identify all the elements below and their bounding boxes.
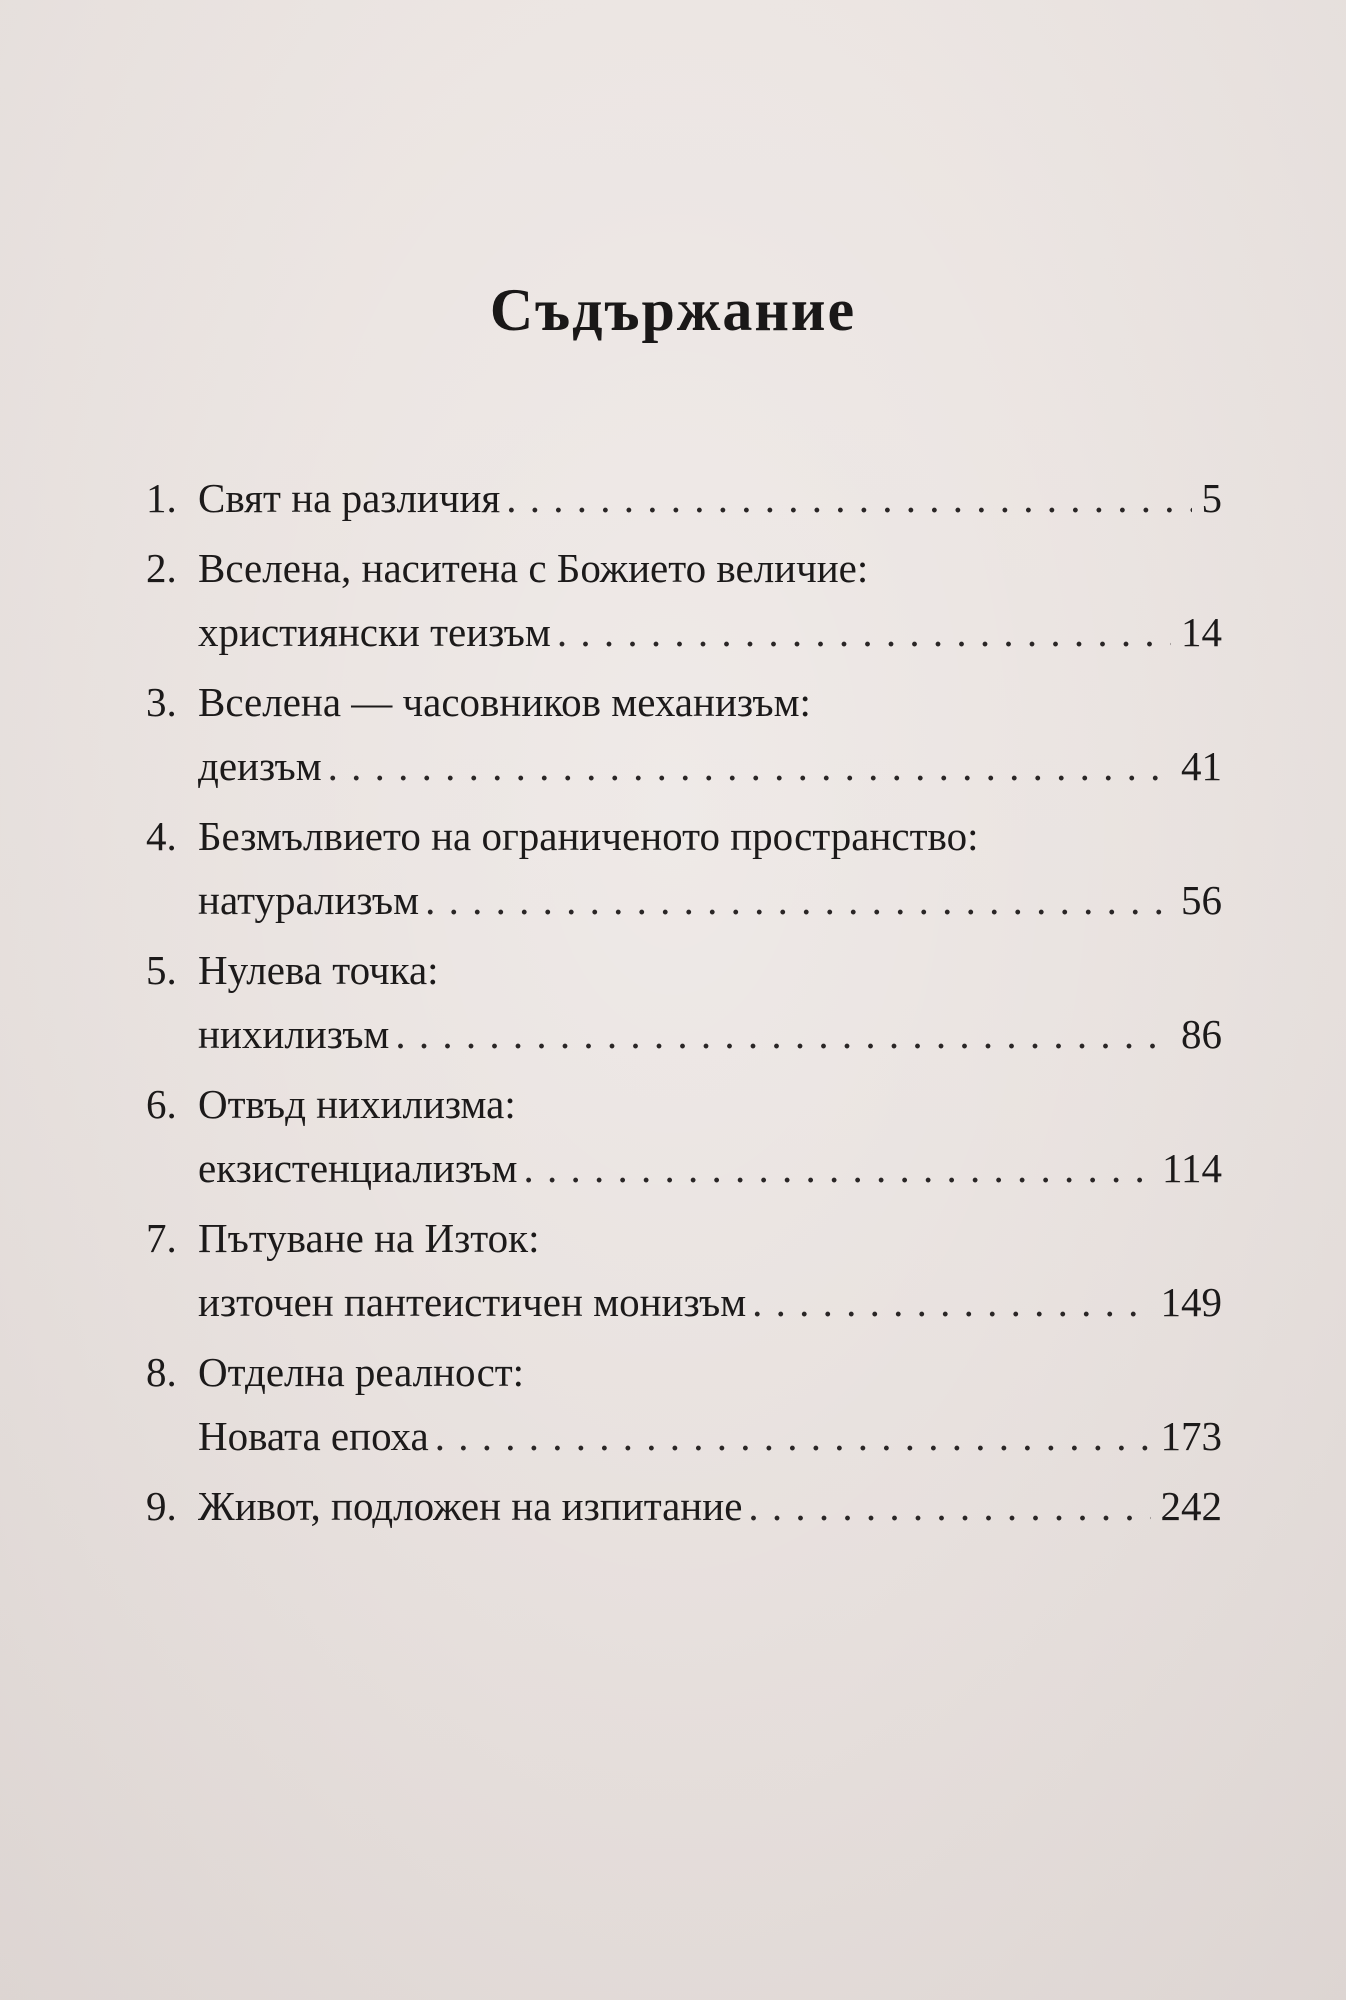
dot-leader — [425, 868, 1171, 932]
entry-title: Свят на различия — [198, 475, 501, 521]
entry-number: 2. — [146, 545, 177, 591]
entry-subtitle: източен пантеистичен монизъм — [198, 1279, 747, 1325]
toc-entry-4 — [146, 804, 1222, 932]
entry-title: Нулева точка: — [198, 947, 439, 993]
toc-entry-7 — [146, 1206, 1222, 1334]
entry-number: 6. — [146, 1081, 177, 1127]
entry-title: Пътуване на Изток: — [198, 1215, 540, 1261]
toc-entry-line — [146, 1206, 1222, 1270]
entry-number: 8. — [146, 1349, 177, 1395]
toc-entry-3 — [146, 670, 1222, 798]
toc-entry-line — [146, 1072, 1222, 1136]
entry-subtitle: християнски теизъм — [198, 609, 551, 655]
dot-leader — [435, 1404, 1151, 1468]
toc-entry-5 — [146, 938, 1222, 1066]
page-title: Съдържание — [489, 277, 857, 343]
entry-title: Отделна реалност: — [198, 1349, 525, 1395]
toc-entry-8 — [146, 1340, 1222, 1468]
table-of-contents — [146, 466, 1222, 1544]
entry-page-number: 86 — [1181, 1011, 1222, 1057]
toc-entry-line — [146, 868, 1222, 932]
toc-entry-line — [146, 600, 1222, 664]
entry-page-number: 41 — [1181, 743, 1222, 789]
dot-leader — [506, 466, 1191, 530]
entry-number: 4. — [146, 813, 177, 859]
toc-entry-9 — [146, 1474, 1222, 1538]
dot-leader — [523, 1136, 1152, 1200]
entry-page-number: 173 — [1160, 1413, 1222, 1459]
toc-entry-line — [146, 1002, 1222, 1066]
toc-entry-line — [146, 1270, 1222, 1334]
entry-subtitle: натурализъм — [198, 877, 420, 923]
dot-leader — [748, 1474, 1150, 1538]
toc-entry-1 — [146, 466, 1222, 530]
entry-number: 5. — [146, 947, 177, 993]
entry-title: Отвъд нихилизма: — [198, 1081, 516, 1127]
dot-leader — [395, 1002, 1171, 1066]
entry-number: 7. — [146, 1215, 177, 1261]
toc-entry-line — [146, 466, 1222, 530]
toc-entry-line — [146, 670, 1222, 734]
toc-entry-2 — [146, 536, 1222, 664]
toc-entry-line — [146, 536, 1222, 600]
entry-title: Живот, подложен на изпитание — [198, 1483, 743, 1529]
entry-page-number: 242 — [1160, 1483, 1222, 1529]
entry-title: Вселена, наситена с Божието величие: — [198, 545, 869, 591]
toc-entry-line — [146, 804, 1222, 868]
toc-entry-line — [146, 1136, 1222, 1200]
entry-page-number: 14 — [1181, 609, 1222, 655]
entry-title: Безмълвието на ограниченото пространство: — [198, 813, 979, 859]
entry-page-number: 149 — [1160, 1279, 1222, 1325]
entry-page-number: 56 — [1181, 877, 1222, 923]
entry-number: 1. — [146, 475, 177, 521]
dot-leader — [557, 600, 1171, 664]
dot-leader — [328, 734, 1171, 798]
entry-number: 9. — [146, 1483, 177, 1529]
toc-entry-6 — [146, 1072, 1222, 1200]
dot-leader — [752, 1270, 1150, 1334]
entry-page-number: 114 — [1162, 1145, 1222, 1191]
entry-number: 3. — [146, 679, 177, 725]
toc-entry-line — [146, 734, 1222, 798]
toc-entry-line — [146, 1404, 1222, 1468]
toc-entry-line — [146, 1474, 1222, 1538]
entry-page-number: 5 — [1201, 475, 1222, 521]
entry-subtitle: Новата епоха — [198, 1413, 429, 1459]
toc-entry-line — [146, 1340, 1222, 1404]
entry-subtitle: нихилизъм — [198, 1011, 390, 1057]
entry-subtitle: екзистенциализъм — [198, 1145, 518, 1191]
entry-subtitle: деизъм — [198, 743, 322, 789]
entry-title: Вселена — часовников механизъм: — [198, 679, 811, 725]
toc-entry-line — [146, 938, 1222, 1002]
